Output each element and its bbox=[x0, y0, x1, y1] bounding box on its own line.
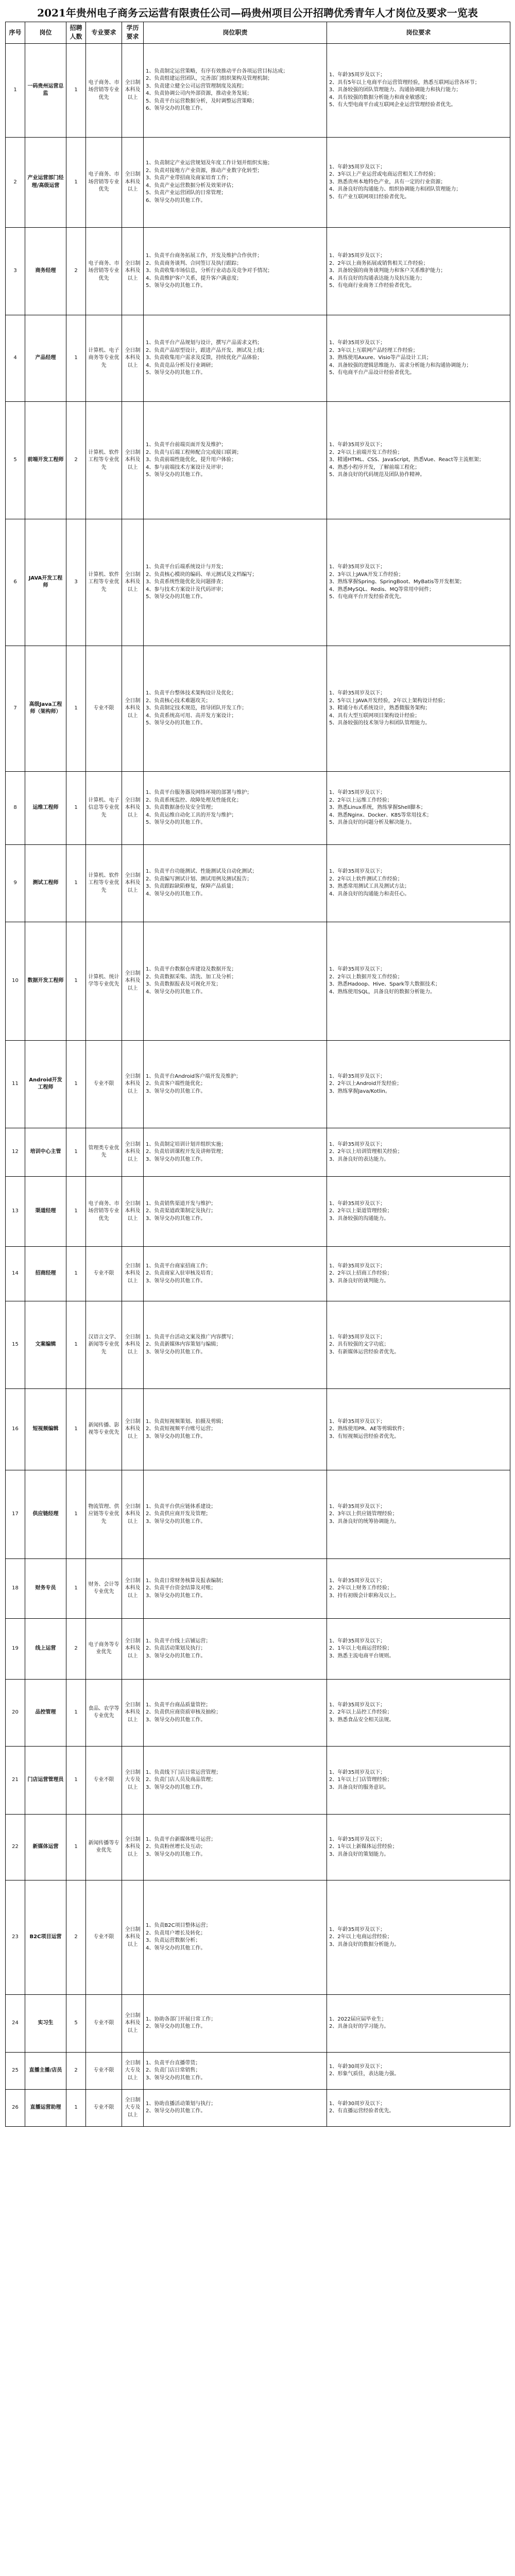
row-duties: 1、负责制定运营策略，有序有效推动平台各项运营目标达成； 2、负责组建运营团队，完善部门组织架构及管理机制； 3、负责建立健全公司运营管理制度及流程； 4、负责协调公司内外部资源，推动业务发展； 5、负责平台运营数据分析，及时调整运营策略； 6、领导交办的其他工作。 bbox=[144, 43, 327, 137]
row-post: JAVA开发工程师 bbox=[25, 519, 66, 646]
row-duties: 1、负责平台整体技术架构设计及优化； 2、负责核心技术难题攻关； 3、负责制定技术规范，指导团队开发工作； 4、负责系统高可用、高并发方案设计； 5、领导交办的其他工作。 bbox=[144, 646, 327, 771]
table-row bbox=[6, 519, 510, 646]
table-row bbox=[6, 1994, 510, 2052]
row-post: 直播主播/店员 bbox=[25, 2052, 66, 2089]
row-edu: 全日制本科及以上 bbox=[122, 315, 144, 401]
row-count: 1 bbox=[66, 1746, 86, 1814]
row-major: 电子商务、市场营销等专业优先 bbox=[86, 43, 122, 137]
row-duties: 1、负责销售渠道开发与维护； 2、负责渠道政策制定及执行； 3、领导交办的其他工作。 bbox=[144, 1176, 327, 1246]
row-major: 新闻传播、影视等专业优先 bbox=[86, 1388, 122, 1470]
row-post: 门店运营管理员 bbox=[25, 1746, 66, 1814]
row-no: 3 bbox=[6, 227, 25, 315]
row-major: 物流管理、供应链等专业优先 bbox=[86, 1470, 122, 1558]
table-row bbox=[6, 1558, 510, 1618]
row-edu: 全日制本科及以上 bbox=[122, 1176, 144, 1246]
row-edu: 全日制本科及以上 bbox=[122, 771, 144, 844]
row-major: 专业不限 bbox=[86, 646, 122, 771]
row-post: 实习生 bbox=[25, 1994, 66, 2052]
row-reqs: 1、年龄35周岁及以下； 2、2年以上前端开发工作经验； 3、精通HTML、CSS、JavaScript，熟悉Vue、React等主流框架； 4、熟悉小程序开发，了解前端工程化； 5、具备良好的代码规范及团队协作精神。 bbox=[327, 401, 510, 519]
table-row bbox=[6, 401, 510, 519]
row-post: 培训中心主管 bbox=[25, 1128, 66, 1176]
row-no: 8 bbox=[6, 771, 25, 844]
row-post: 渠道经理 bbox=[25, 1176, 66, 1246]
row-count: 5 bbox=[66, 1994, 86, 2052]
row-post: 线上运营 bbox=[25, 1618, 66, 1679]
row-reqs: 1、年龄35周岁及以下； 2、1年以上新媒体运营经验； 3、具备良好的策划能力。 bbox=[327, 1814, 510, 1880]
row-major: 计算机、统计学等专业优先 bbox=[86, 922, 122, 1040]
row-edu: 全日制本科及以上 bbox=[122, 519, 144, 646]
row-count: 1 bbox=[66, 1301, 86, 1388]
row-major: 电子商务等专业优先 bbox=[86, 1618, 122, 1679]
row-edu: 全日制本科及以上 bbox=[122, 43, 144, 137]
header-duties: 岗位职责 bbox=[144, 22, 327, 44]
row-edu: 全日制本科及以上 bbox=[122, 1301, 144, 1388]
row-edu: 全日制本科及以上 bbox=[122, 1246, 144, 1301]
row-no: 21 bbox=[6, 1746, 25, 1814]
row-major: 食品、农学等专业优先 bbox=[86, 1679, 122, 1746]
row-edu: 全日制本科及以上 bbox=[122, 1388, 144, 1470]
row-reqs: 1、年龄35周岁及以下； 2、2年以上Android开发经验； 3、熟练掌握Java/Kotlin。 bbox=[327, 1040, 510, 1128]
row-count: 1 bbox=[66, 1679, 86, 1746]
row-duties: 1、负责平台商家招商工作； 2、负责商家入驻审核及培育； 3、领导交办的其他工作。 bbox=[144, 1246, 327, 1301]
header-count: 招聘人数 bbox=[66, 22, 86, 44]
row-post: 数据开发工程师 bbox=[25, 922, 66, 1040]
row-count: 2 bbox=[66, 1618, 86, 1679]
header-post: 岗位 bbox=[25, 22, 66, 44]
row-edu: 全日制本科及以上 bbox=[122, 1558, 144, 1618]
table-body bbox=[6, 43, 510, 2126]
table-row bbox=[6, 1246, 510, 1301]
table-row bbox=[6, 771, 510, 844]
row-no: 24 bbox=[6, 1994, 25, 2052]
row-duties: 1、负责平台活动文案及推广内容撰写； 2、负责新媒体内容策划与编辑； 3、领导交办的其他工作。 bbox=[144, 1301, 327, 1388]
table-row bbox=[6, 1301, 510, 1388]
row-major: 电子商务、市场营销等专业优先 bbox=[86, 227, 122, 315]
table-row bbox=[6, 1814, 510, 1880]
row-no: 7 bbox=[6, 646, 25, 771]
row-major: 电子商务、市场营销等专业优先 bbox=[86, 1176, 122, 1246]
positions-table bbox=[5, 22, 510, 2127]
row-reqs: 1、年龄35周岁及以下； 2、2年以上招商工作经验； 3、具备良好的谈判能力。 bbox=[327, 1246, 510, 1301]
row-post: 高级Java工程师（架构师） bbox=[25, 646, 66, 771]
row-edu: 全日制大专及以上 bbox=[122, 1746, 144, 1814]
row-post: 产业运营部门经理/高级运营 bbox=[25, 137, 66, 227]
row-edu: 全日制大专及以上 bbox=[122, 2052, 144, 2089]
row-edu: 全日制本科及以上 bbox=[122, 1814, 144, 1880]
row-major: 电子商务、市场营销等专业优先 bbox=[86, 137, 122, 227]
row-post: 新媒体运营 bbox=[25, 1814, 66, 1880]
table-row bbox=[6, 1880, 510, 1994]
row-major: 专业不限 bbox=[86, 2052, 122, 2089]
row-reqs: 1、年龄35周岁及以下； 2、5年以上JAVA开发经验，2年以上架构设计经验； 3、精通分布式系统设计，熟悉微服务架构； 4、具有大型互联网项目架构设计经验； 5、具备较强的技术领导力和团队管理能力。 bbox=[327, 646, 510, 771]
row-edu: 全日制大专及以上 bbox=[122, 2089, 144, 2126]
row-count: 1 bbox=[66, 1470, 86, 1558]
row-duties: 1、负责平台Android客户端开发及维护； 2、负责客户端性能优化； 3、领导交办的其他工作。 bbox=[144, 1040, 327, 1128]
row-major: 计算机、软件工程等专业优先 bbox=[86, 519, 122, 646]
row-no: 1 bbox=[6, 43, 25, 137]
row-reqs: 1、年龄30周岁及以下； 2、有直播运营经验者优先。 bbox=[327, 2089, 510, 2126]
row-no: 15 bbox=[6, 1301, 25, 1388]
table-header-row bbox=[6, 22, 510, 44]
row-reqs: 1、年龄35周岁及以下； 2、2年以上财务工作经验； 3、持有初级会计职称及以上。 bbox=[327, 1558, 510, 1618]
table-row bbox=[6, 844, 510, 922]
row-reqs: 1、年龄35周岁及以下； 2、具有5年以上电商平台运营管理经验，熟悉互联网运营各环节； 3、具备较强的团队管理能力、沟通协调能力和执行能力； 4、具有较强的数据分析能力和商业敏感度； 5、有大型电商平台或互联网企业运营管理经验者优先。 bbox=[327, 43, 510, 137]
row-post: 短视频编辑 bbox=[25, 1388, 66, 1470]
row-major: 财务、会计等专业优先 bbox=[86, 1558, 122, 1618]
row-reqs: 1、年龄35周岁及以下； 2、3年以上JAVA开发工作经验； 3、熟练掌握Spring、SpringBoot、MyBatis等开发框架； 4、熟悉MySQL、Redis、MQ等常用中间件； 5、有电商平台开发经验者优先。 bbox=[327, 519, 510, 646]
row-no: 19 bbox=[6, 1618, 25, 1679]
row-major: 计算机、电子商务等专业优先 bbox=[86, 315, 122, 401]
row-duties: 1、负责B2C项目整体运营； 2、负责用户增长及转化； 3、负责运营数据分析； 4、领导交办的其他工作。 bbox=[144, 1880, 327, 1994]
row-reqs: 1、年龄35周岁及以下； 2、3年以上供应链管理经验； 3、具备良好的统筹协调能力。 bbox=[327, 1470, 510, 1558]
row-no: 2 bbox=[6, 137, 25, 227]
row-count: 1 bbox=[66, 1814, 86, 1880]
row-major: 专业不限 bbox=[86, 1040, 122, 1128]
row-post: 品控管理 bbox=[25, 1679, 66, 1746]
row-post: 前端开发工程师 bbox=[25, 401, 66, 519]
table-row bbox=[6, 315, 510, 401]
row-count: 2 bbox=[66, 1880, 86, 1994]
row-no: 13 bbox=[6, 1176, 25, 1246]
row-duties: 1、协助直播活动策划与执行； 2、领导交办的其他工作。 bbox=[144, 2089, 327, 2126]
row-major: 专业不限 bbox=[86, 1880, 122, 1994]
row-post: 文案编辑 bbox=[25, 1301, 66, 1388]
row-reqs: 1、年龄35周岁及以下； 2、具有较强的文字功底； 3、有新媒体运营经验者优先。 bbox=[327, 1301, 510, 1388]
row-duties: 1、负责平台数据仓库建设及数据开发； 2、负责数据采集、清洗、加工及分析； 3、负责数据报表及可视化开发； 4、领导交办的其他工作。 bbox=[144, 922, 327, 1040]
table-row bbox=[6, 646, 510, 771]
row-edu: 全日制本科及以上 bbox=[122, 227, 144, 315]
header-major: 专业要求 bbox=[86, 22, 122, 44]
row-duties: 1、负责平台商务拓展工作，开发及维护合作伙伴； 2、负责商务谈判、合同签订及执行跟踪； 3、负责收集市场信息，分析行业动态及竞争对手情况； 4、负责维护客户关系，提升客户满意度； 5、领导交办的其他工作。 bbox=[144, 227, 327, 315]
page-title: 2021年贵州电子商务云运营有限责任公司—码贵州项目公开招聘优秀青年人才岗位及要求一览表 bbox=[37, 7, 478, 19]
row-count: 1 bbox=[66, 2089, 86, 2126]
row-major: 计算机、软件工程等专业优先 bbox=[86, 844, 122, 922]
row-duties: 1、负责制定培训计划并组织实施； 2、负责培训课程开发及讲师管理； 3、领导交办的其他工作。 bbox=[144, 1128, 327, 1176]
header-edu: 学历要求 bbox=[122, 22, 144, 44]
row-no: 26 bbox=[6, 2089, 25, 2126]
row-edu: 全日制本科及以上 bbox=[122, 1040, 144, 1128]
row-major: 计算机、电子信息等专业优先 bbox=[86, 771, 122, 844]
row-major: 汉语言文学、新闻等专业优先 bbox=[86, 1301, 122, 1388]
row-major: 新闻传播等专业优先 bbox=[86, 1814, 122, 1880]
table-row bbox=[6, 1618, 510, 1679]
row-no: 16 bbox=[6, 1388, 25, 1470]
row-duties: 1、负责平台功能测试、性能测试及自动化测试； 2、负责编写测试计划、测试用例及测试报告； 3、负责跟踪缺陷修复，保障产品质量； 4、领导交办的其他工作。 bbox=[144, 844, 327, 922]
row-major: 专业不限 bbox=[86, 1746, 122, 1814]
row-count: 2 bbox=[66, 227, 86, 315]
row-count: 1 bbox=[66, 1040, 86, 1128]
header-reqs: 岗位要求 bbox=[327, 22, 510, 44]
row-duties: 1、负责制定产业运营规划及年度工作计划并组织实施； 2、负责对接地方产业资源，推动产业数字化转型； 3、负责产业带招商及商家培育工作； 4、负责产业运营数据分析及效果评估； 5、负责产业运营团队的日常管理； 6、领导交办的其他工作。 bbox=[144, 137, 327, 227]
row-no: 11 bbox=[6, 1040, 25, 1128]
row-no: 10 bbox=[6, 922, 25, 1040]
table-row bbox=[6, 1470, 510, 1558]
row-post: 商务经理 bbox=[25, 227, 66, 315]
row-duties: 1、负责平台新媒体账号运营； 2、负责粉丝增长及互动； 3、领导交办的其他工作。 bbox=[144, 1814, 327, 1880]
row-major: 专业不限 bbox=[86, 1246, 122, 1301]
row-no: 18 bbox=[6, 1558, 25, 1618]
table-row bbox=[6, 2089, 510, 2126]
row-edu: 全日制本科及以上 bbox=[122, 1470, 144, 1558]
row-count: 1 bbox=[66, 315, 86, 401]
row-no: 23 bbox=[6, 1880, 25, 1994]
row-no: 25 bbox=[6, 2052, 25, 2089]
row-no: 12 bbox=[6, 1128, 25, 1176]
row-post: 产品经理 bbox=[25, 315, 66, 401]
table-row bbox=[6, 43, 510, 137]
table-row bbox=[6, 1679, 510, 1746]
row-major: 专业不限 bbox=[86, 2089, 122, 2126]
row-count: 1 bbox=[66, 844, 86, 922]
row-edu: 全日制本科及以上 bbox=[122, 1618, 144, 1679]
row-reqs: 1、年龄35周岁及以下； 2、2年以上商务拓展或销售相关工作经验； 3、具备较强的商务谈判能力和客户关系维护能力； 4、具有良好的沟通表达能力及抗压能力； 5、有电商行业商务工作经验者优先。 bbox=[327, 227, 510, 315]
row-no: 17 bbox=[6, 1470, 25, 1558]
row-count: 3 bbox=[66, 519, 86, 646]
row-reqs: 1、年龄35周岁及以下； 2、3年以上互联网产品经理工作经验； 3、熟练使用Axure、Visio等产品设计工具； 4、具备较强的逻辑思维能力、需求分析能力和沟通协调能力； 5、有电商平台产品设计经验者优先。 bbox=[327, 315, 510, 401]
row-post: 供应链经理 bbox=[25, 1470, 66, 1558]
row-count: 1 bbox=[66, 1176, 86, 1246]
row-edu: 全日制本科及以上 bbox=[122, 1128, 144, 1176]
row-reqs: 1、年龄35周岁及以下； 2、2年以上数据开发工作经验； 3、熟悉Hadoop、Hive、Spark等大数据技术； 4、熟练使用SQL，具备良好的数据分析能力。 bbox=[327, 922, 510, 1040]
row-edu: 全日制本科及以上 bbox=[122, 1679, 144, 1746]
row-count: 1 bbox=[66, 43, 86, 137]
row-major: 计算机、软件工程等专业优先 bbox=[86, 401, 122, 519]
table-row bbox=[6, 1128, 510, 1176]
row-count: 1 bbox=[66, 646, 86, 771]
row-duties: 1、负责平台产品规划与设计，撰写产品需求文档； 2、负责产品原型设计，跟进产品开发、测试及上线； 3、负责收集用户需求及反馈，持续优化产品体验； 4、负责竞品分析及行业调研； 5、领导交办的其他工作。 bbox=[144, 315, 327, 401]
row-duties: 1、负责平台线上店铺运营； 2、负责活动策划及执行； 3、领导交办的其他工作。 bbox=[144, 1618, 327, 1679]
row-duties: 1、负责线下门店日常运营管理； 2、负责门店人员及商品管理； 3、领导交办的其他工作。 bbox=[144, 1746, 327, 1814]
row-edu: 全日制本科及以上 bbox=[122, 646, 144, 771]
row-count: 1 bbox=[66, 1388, 86, 1470]
row-duties: 1、协助各部门开展日常工作； 2、领导交办的其他工作。 bbox=[144, 1994, 327, 2052]
row-no: 4 bbox=[6, 315, 25, 401]
table-row bbox=[6, 1176, 510, 1246]
row-edu: 全日制本科及以上 bbox=[122, 1994, 144, 2052]
row-reqs: 1、年龄35周岁及以下； 2、3年以上产业运营或电商运营相关工作经验； 3、熟悉贵州本地特色产业，具有一定的行业资源； 4、具备良好的沟通能力、组织协调能力和团队管理能力； 5、有产业互联网项目经验者优先。 bbox=[327, 137, 510, 227]
row-count: 1 bbox=[66, 1558, 86, 1618]
row-no: 20 bbox=[6, 1679, 25, 1746]
table-row bbox=[6, 137, 510, 227]
row-count: 2 bbox=[66, 401, 86, 519]
row-major: 管理类专业优先 bbox=[86, 1128, 122, 1176]
row-count: 1 bbox=[66, 1128, 86, 1176]
table-row bbox=[6, 1746, 510, 1814]
row-reqs: 1、年龄35周岁及以下； 2、1年以上电商运营经验； 3、熟悉主流电商平台规则。 bbox=[327, 1618, 510, 1679]
row-duties: 1、负责平台前端页面开发及维护； 2、负责与后端工程师配合完成接口联调； 3、负责前端性能优化，提升用户体验； 4、参与前端技术方案设计及评审； 5、领导交办的其他工作。 bbox=[144, 401, 327, 519]
row-reqs: 1、年龄35周岁及以下； 2、2年以上软件测试工作经验； 3、熟悉常用测试工具及测试方法； 4、具备良好的沟通能力和责任心。 bbox=[327, 844, 510, 922]
row-duties: 1、负责平台直播带货； 2、负责门店日常销售； 3、领导交办的其他工作。 bbox=[144, 2052, 327, 2089]
row-reqs: 1、年龄35周岁及以下； 2、2年以上品控工作经验； 3、熟悉食品安全相关法规。 bbox=[327, 1679, 510, 1746]
row-edu: 全日制本科及以上 bbox=[122, 1880, 144, 1994]
row-duties: 1、负责日常财务核算及报表编制； 2、负责平台资金结算及对账； 3、领导交办的其他工作。 bbox=[144, 1558, 327, 1618]
row-major: 专业不限 bbox=[86, 1994, 122, 2052]
row-edu: 全日制本科及以上 bbox=[122, 844, 144, 922]
row-duties: 1、负责平台商品质量管控； 2、负责供应商资质审核及抽检； 3、领导交办的其他工作。 bbox=[144, 1679, 327, 1746]
row-reqs: 1、年龄30周岁及以下； 2、形象气质佳，表达能力强。 bbox=[327, 2052, 510, 2089]
row-post: Android开发工程师 bbox=[25, 1040, 66, 1128]
row-no: 9 bbox=[6, 844, 25, 922]
row-count: 2 bbox=[66, 2052, 86, 2089]
row-duties: 1、负责平台供应链体系建设； 2、负责供应商开发及管理； 3、领导交办的其他工作。 bbox=[144, 1470, 327, 1558]
row-post: 财务专员 bbox=[25, 1558, 66, 1618]
row-no: 5 bbox=[6, 401, 25, 519]
row-duties: 1、负责平台后端系统设计与开发； 2、负责核心模块的编码、单元测试及文档编写； 3、负责系统性能优化及问题排查； 4、参与技术方案设计及代码评审； 5、领导交办的其他工作。 bbox=[144, 519, 327, 646]
row-no: 6 bbox=[6, 519, 25, 646]
row-count: 1 bbox=[66, 137, 86, 227]
row-post: B2C项目运营 bbox=[25, 1880, 66, 1994]
table-row bbox=[6, 2052, 510, 2089]
row-edu: 全日制本科及以上 bbox=[122, 401, 144, 519]
header-no: 序号 bbox=[6, 22, 25, 44]
table-row bbox=[6, 922, 510, 1040]
row-edu: 全日制本科及以上 bbox=[122, 137, 144, 227]
row-reqs: 1、年龄35周岁及以下； 2、2年以上电商运营经验； 3、具备良好的数据分析能力。 bbox=[327, 1880, 510, 1994]
row-no: 22 bbox=[6, 1814, 25, 1880]
row-reqs: 1、年龄35周岁及以下； 2、熟练使用PR、AE等剪辑软件； 3、有短视频运营经验者优先。 bbox=[327, 1388, 510, 1470]
row-no: 14 bbox=[6, 1246, 25, 1301]
table-row bbox=[6, 1388, 510, 1470]
row-reqs: 1、年龄35周岁及以下； 2、2年以上渠道管理经验； 3、具备较强的沟通能力。 bbox=[327, 1176, 510, 1246]
row-post: 运维工程师 bbox=[25, 771, 66, 844]
row-post: 直播运营助理 bbox=[25, 2089, 66, 2126]
row-reqs: 1、年龄35周岁及以下； 2、1年以上门店管理经验； 3、具备良好的服务意识。 bbox=[327, 1746, 510, 1814]
row-reqs: 1、年龄35周岁及以下； 2、2年以上运维工作经验； 3、熟悉Linux系统，熟练掌握Shell脚本； 4、熟悉Nginx、Docker、K8S等常用技术； 5、具备良好的问题分析及解决能力。 bbox=[327, 771, 510, 844]
row-reqs: 1、2022届应届毕业生； 2、具备良好的学习能力。 bbox=[327, 1994, 510, 2052]
table-row bbox=[6, 1040, 510, 1128]
row-post: 一码贵州运营总监 bbox=[25, 43, 66, 137]
row-post: 招商经理 bbox=[25, 1246, 66, 1301]
row-count: 1 bbox=[66, 922, 86, 1040]
row-reqs: 1、年龄35周岁及以下； 2、2年以上培训管理相关经验； 3、具备良好的表达能力。 bbox=[327, 1128, 510, 1176]
row-count: 1 bbox=[66, 771, 86, 844]
table-row bbox=[6, 227, 510, 315]
row-duties: 1、负责平台服务器及网络环境的部署与维护； 2、负责系统监控、故障处理及性能优化； 3、负责数据备份及安全管理； 4、负责运维自动化工具的开发与维护； 5、领导交办的其他工作。 bbox=[144, 771, 327, 844]
row-duties: 1、负责短视频策划、拍摄及剪辑； 2、负责短视频平台账号运营； 3、领导交办的其他工作。 bbox=[144, 1388, 327, 1470]
row-count: 1 bbox=[66, 1246, 86, 1301]
row-post: 测试工程师 bbox=[25, 844, 66, 922]
row-edu: 全日制本科及以上 bbox=[122, 922, 144, 1040]
